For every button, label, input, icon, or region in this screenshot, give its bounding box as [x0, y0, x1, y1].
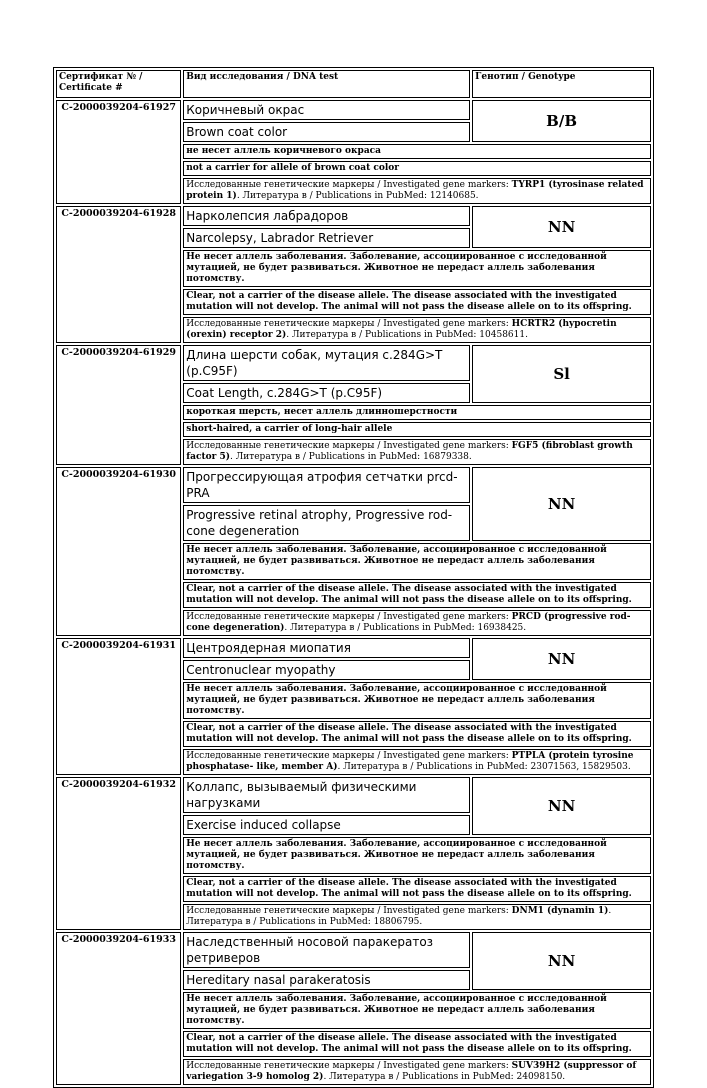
result-ru: короткая шерсть, несет аллель длинношерстности: [183, 405, 651, 420]
certificate-number: C-2000039204-61933: [56, 932, 181, 1085]
test-name-en: Brown coat color: [183, 122, 470, 142]
certificate-number: C-2000039204-61931: [56, 638, 181, 775]
gene-markers: [183, 610, 651, 636]
test-name-ru-row: [56, 932, 651, 968]
header-dna-test: Вид исследования / DNA test: [183, 70, 470, 98]
markers-gene: SUV39H2 (suppressor of variegation 3-9 homolog 2): [186, 1061, 637, 1082]
markers-publications: . Литература в / Publications in PubMed: 10458611.: [286, 330, 528, 340]
table-header-row: [56, 70, 651, 98]
test-name-ru-row: [56, 100, 651, 120]
certificate-number: C-2000039204-61932: [56, 777, 181, 930]
genotype-value: B/B: [472, 100, 651, 142]
test-name-ru: Нарколепсия лабрадоров: [183, 206, 470, 226]
test-name-ru: Коричневый окрас: [183, 100, 470, 120]
test-name-en: Progressive retinal atrophy, Progressive rod-cone degeneration: [183, 505, 470, 541]
result-ru: Не несет аллель заболевания. Заболевание, ассоциированное с исследованной мутацией, не будет развиваться. Животное не передаст аллель заболевания потомству.: [183, 682, 651, 719]
test-name-ru: Длина шерсти собак, мутация c.284G>T (p.C95F): [183, 345, 470, 381]
markers-prefix: Исследованные генетические маркеры / Investigated gene markers:: [186, 319, 512, 329]
test-name-ru: Прогрессирующая атрофия сетчатки prcd-PRA: [183, 467, 470, 503]
markers-publications: . Литература в / Publications in PubMed: 16879338.: [230, 452, 472, 462]
certificate-number: C-2000039204-61930: [56, 467, 181, 636]
result-en: Clear, not a carrier of the disease allele. The disease associated with the investigated mutation will not develop. The animal will not pass the disease allele on to its offspring.: [183, 876, 651, 902]
certificate-number: C-2000039204-61927: [56, 100, 181, 204]
gene-markers: [183, 439, 651, 465]
test-name-en: Centronuclear myopathy: [183, 660, 470, 680]
markers-prefix: Исследованные генетические маркеры / Investigated gene markers:: [186, 751, 512, 761]
genotype-value: NN: [472, 467, 651, 541]
gene-markers: [183, 317, 651, 343]
genotype-value: NN: [472, 638, 651, 680]
result-ru: не несет аллель коричневого окраса: [183, 144, 651, 159]
result-en: short-haired, a carrier of long-hair allele: [183, 422, 651, 437]
markers-gene: PTPLA (protein tyrosine phosphatase- like, member A): [186, 751, 634, 772]
markers-publications: . Литература в / Publications in PubMed: 24098150.: [323, 1072, 566, 1082]
genotype-value: NN: [472, 932, 651, 990]
gene-markers: [183, 749, 651, 775]
markers-gene: FGF5 (fibroblast growth factor 5): [186, 441, 633, 462]
markers-publications: . Литература в / Publications in PubMed: 16938425.: [284, 623, 527, 633]
certificate-number: C-2000039204-61929: [56, 345, 181, 465]
markers-gene: HCRTR2 (hypocretin (orexin) receptor 2): [186, 319, 617, 340]
markers-prefix: Исследованные генетические маркеры / Investigated gene markers:: [186, 612, 512, 622]
result-en: Clear, not a carrier of the disease allele. The disease associated with the investigated mutation will not develop. The animal will not pass the disease allele on to its offspring.: [183, 1031, 651, 1057]
test-name-en: Exercise induced collapse: [183, 815, 470, 835]
markers-gene: TYRP1 (tyrosinase related protein 1): [186, 180, 644, 201]
test-name-ru: Коллапс, вызываемый физическими нагрузками: [183, 777, 470, 813]
markers-publications: . Литература в / Publications in PubMed: 12140685.: [236, 191, 479, 201]
gene-markers: [183, 178, 651, 204]
test-name-ru-row: [56, 206, 651, 226]
genotype-value: Sl: [472, 345, 651, 403]
markers-prefix: Исследованные генетические маркеры / Investigated gene markers:: [186, 1061, 512, 1071]
markers-prefix: Исследованные генетические маркеры / Investigated gene markers:: [186, 180, 512, 190]
markers-gene: PRCD (progressive rod-cone degeneration): [186, 612, 631, 633]
result-en: Clear, not a carrier of the disease allele. The disease associated with the investigated mutation will not develop. The animal will not pass the disease allele on to its offspring.: [183, 721, 651, 747]
genotype-value: NN: [472, 206, 651, 248]
test-name-en: Narcolepsy, Labrador Retriever: [183, 228, 470, 248]
results-page: [53, 67, 654, 1088]
test-name-ru-row: [56, 777, 651, 813]
markers-gene: DNM1 (dynamin 1): [511, 906, 609, 916]
genotype-value: NN: [472, 777, 651, 835]
header-genotype: Генотип / Genotype: [472, 70, 651, 98]
test-name-ru-row: [56, 467, 651, 503]
test-name-ru: Наследственный носовой паракератоз ретриверов: [183, 932, 470, 968]
gene-markers: [183, 1059, 651, 1085]
test-name-en: Coat Length, c.284G>T (p.C95F): [183, 383, 470, 403]
result-ru: Не несет аллель заболевания. Заболевание, ассоциированное с исследованной мутацией, не будет развиваться. Животное не передаст аллель заболевания потомству.: [183, 992, 651, 1029]
result-ru: Не несет аллель заболевания. Заболевание, ассоциированное с исследованной мутацией, не будет развиваться. Животное не передаст аллель заболевания потомству.: [183, 837, 651, 874]
gene-markers: [183, 904, 651, 930]
results-table: [53, 67, 654, 1088]
results-table-body: [56, 70, 651, 1085]
test-name-en: Hereditary nasal parakeratosis: [183, 970, 470, 990]
header-certificate: Сертификат № / Certificate #: [56, 70, 181, 98]
test-name-ru: Центроядерная миопатия: [183, 638, 470, 658]
result-ru: Не несет аллель заболевания. Заболевание, ассоциированное с исследованной мутацией, не будет развиваться. Животное не передаст аллель заболевания потомству.: [183, 250, 651, 287]
certificate-number: C-2000039204-61928: [56, 206, 181, 343]
test-name-ru-row: [56, 345, 651, 381]
test-name-ru-row: [56, 638, 651, 658]
markers-prefix: Исследованные генетические маркеры / Investigated gene markers:: [186, 441, 512, 451]
result-en: not a carrier for allele of brown coat color: [183, 161, 651, 176]
result-ru: Не несет аллель заболевания. Заболевание, ассоциированное с исследованной мутацией, не будет развиваться. Животное не передаст аллель заболевания потомству.: [183, 543, 651, 580]
markers-publications: . Литература в / Publications in PubMed: 18806795.: [186, 906, 612, 927]
markers-publications: . Литература в / Publications in PubMed: 23071563, 15829503.: [337, 762, 631, 772]
result-en: Clear, not a carrier of the disease allele. The disease associated with the investigated mutation will not develop. The animal will not pass the disease allele on to its offspring.: [183, 289, 651, 315]
result-en: Clear, not a carrier of the disease allele. The disease associated with the investigated mutation will not develop. The animal will not pass the disease allele on to its offspring.: [183, 582, 651, 608]
markers-prefix: Исследованные генетические маркеры / Investigated gene markers:: [186, 906, 512, 916]
